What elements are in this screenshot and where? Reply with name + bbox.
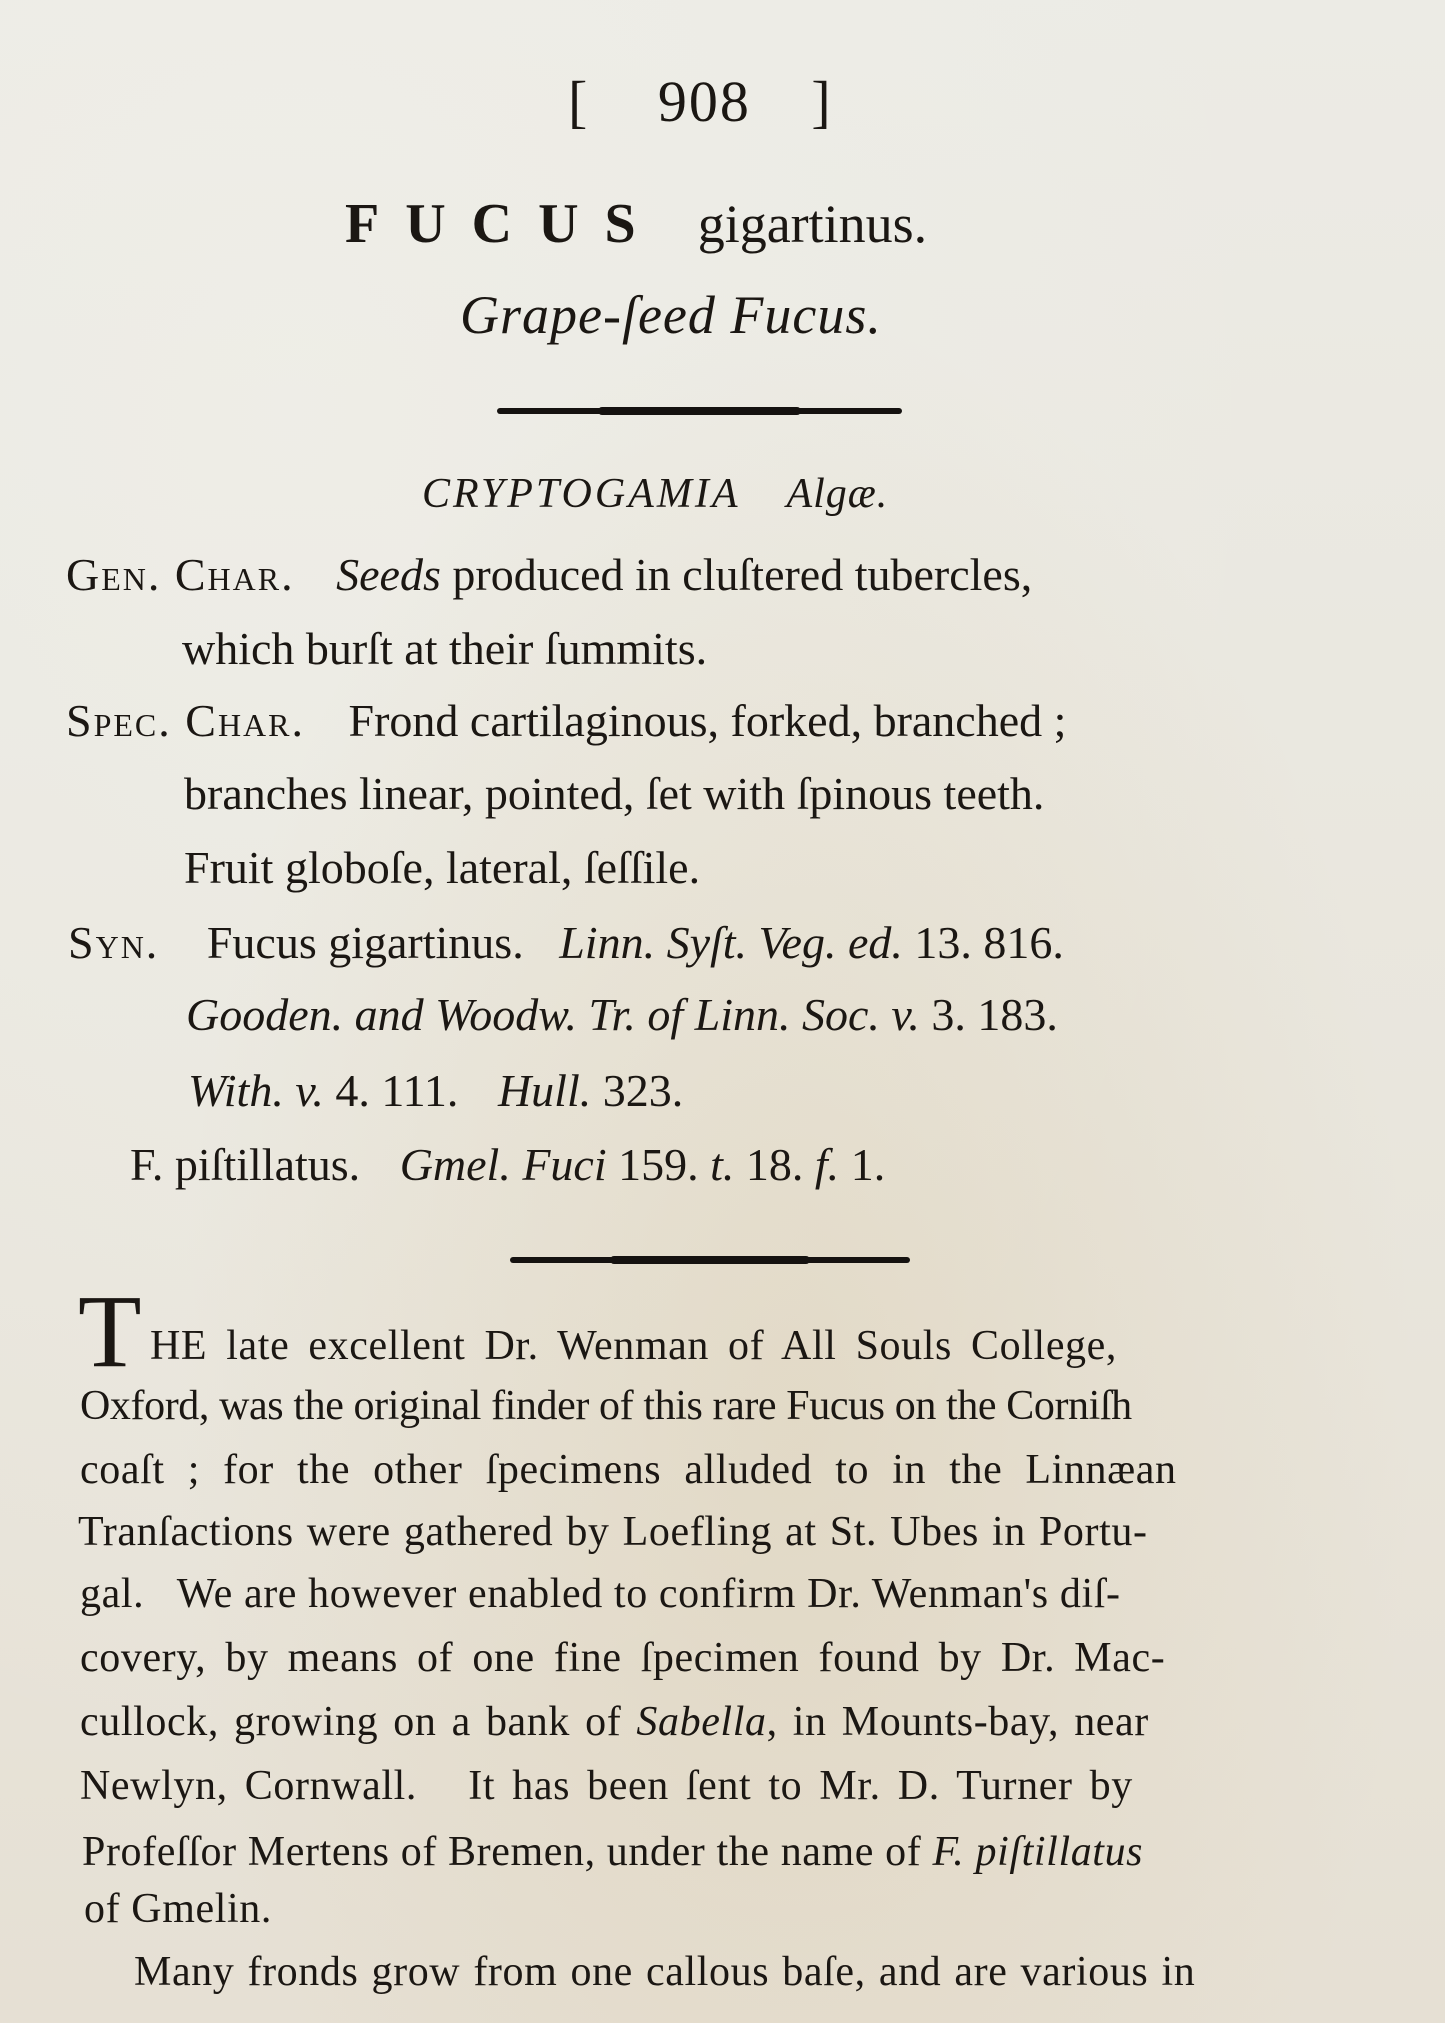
genus-name: FUCUS (345, 193, 662, 255)
gen-char-label: Gen. Char. (66, 549, 295, 600)
spec-char-line-2: branches linear, pointed, ſet with ſpinous teeth. (184, 768, 1045, 819)
syn-ref: 3. 183. (931, 989, 1058, 1040)
syn-citation: f. (814, 1139, 840, 1190)
gen-char-line-2: which burſt at their ſummits. (182, 623, 708, 674)
body-line: covery, by means of one fine ſpecimen found by Dr. Mac- (80, 1635, 1166, 1681)
divider-rule (497, 408, 902, 414)
body-text: Profeſſor Mertens of Bremen, under the name of (82, 1829, 933, 1875)
species-title (345, 192, 927, 256)
syn-ref: 159. (618, 1139, 699, 1190)
common-name: Grape-ſeed Fucus. (460, 285, 882, 345)
syn-text: F. piſtillatus. (130, 1139, 361, 1190)
body-line (82, 1828, 1143, 1876)
syn-ref: 13. 816. (914, 917, 1064, 968)
syn-ref: 1. (850, 1139, 886, 1190)
bracket-open: [ (568, 69, 590, 134)
gen-char-italic: Seeds (336, 549, 441, 600)
syn-line-4 (130, 1138, 885, 1191)
order-name: Algæ. (786, 471, 889, 517)
spec-char-label: Spec. Char. (66, 695, 306, 746)
syn-citation: Gooden. and Woodw. Tr. of Linn. Soc. v. (186, 989, 920, 1040)
body-italic: F. piſtillatus (932, 1829, 1144, 1875)
gen-char-line-1 (66, 548, 1032, 601)
bracket-close: ] (811, 69, 833, 134)
drop-cap: T (78, 1274, 142, 1389)
syn-ref: 323. (602, 1065, 684, 1116)
class-name: CRYPTOGAMIA (422, 471, 741, 517)
syn-citation: Linn. Syſt. Veg. ed. (559, 917, 903, 968)
body-text: cullock, growing on a bank of (80, 1699, 637, 1745)
spec-char-line-1 (66, 694, 1066, 747)
divider-rule (510, 1257, 910, 1263)
syn-citation: t. (710, 1139, 735, 1190)
body-line: Newlyn, Cornwall. It has been ſent to Mr. D. Turner by (80, 1763, 1133, 1809)
syn-label: Syn. (68, 917, 160, 968)
syn-citation: With. v. (188, 1065, 324, 1116)
body-line: Oxford, was the original finder of this rare Fucus on the Corniſh (80, 1383, 1132, 1429)
syn-line-2 (186, 988, 1058, 1041)
body-line: Tranſactions were gathered by Loefling at St. Ubes in Portu- (78, 1509, 1148, 1555)
body-line: gal. We are however enabled to confirm Dr. Wenman's diſ- (80, 1571, 1121, 1617)
body-italic: Sabella (636, 1699, 767, 1745)
body-line: coaſt ; for the other ſpecimens alluded to in the Linnæan (80, 1447, 1177, 1493)
body-line: Many fronds grow from one callous baſe, and are various in (134, 1949, 1196, 1995)
syn-line-1 (68, 916, 1064, 969)
spec-char-text: Frond cartilaginous, forked, branched ; (348, 695, 1067, 746)
spec-char-line-3: Fruit globoſe, lateral, ſeſſile. (184, 842, 701, 893)
syn-line-3 (188, 1064, 683, 1117)
syn-citation: Gmel. Fuci (399, 1139, 607, 1190)
page-number-value: 908 (657, 69, 751, 134)
syn-text: Fucus gigartinus. (206, 917, 524, 968)
gen-char-text: produced in cluſtered tubercles, (440, 549, 1033, 600)
body-text: , in Mounts-bay, near (766, 1699, 1149, 1745)
classification (422, 470, 888, 518)
syn-citation: Hull. (497, 1065, 592, 1116)
body-line (80, 1698, 1149, 1746)
syn-ref: 18. (745, 1139, 804, 1190)
body-line: of Gmelin. (84, 1886, 272, 1932)
species-name: gigartinus. (697, 194, 928, 254)
body-line: HE late excellent Dr. Wenman of All Souls College, (150, 1323, 1117, 1369)
syn-ref: 4. 111. (335, 1065, 459, 1116)
page-number (568, 68, 833, 135)
